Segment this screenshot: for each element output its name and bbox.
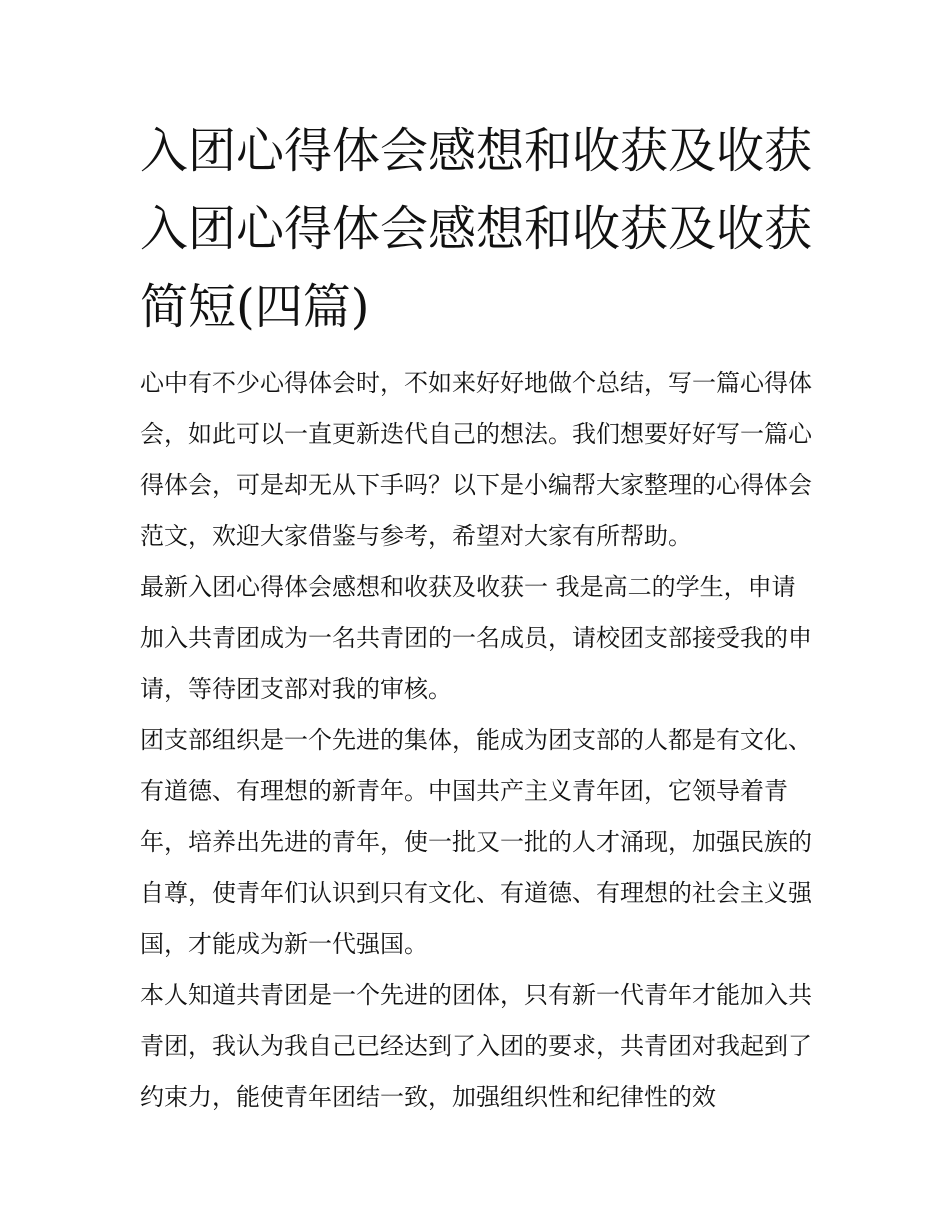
- paragraph-one: 最新入团心得体会感想和收获及收获一 我是高二的学生，申请加入共青团成为一名共青团的一名成员，请校团支部接受我的申请，等待团支部对我的审核。: [140, 573, 812, 703]
- paragraph-intro: 心中有不少心得体会时，不如来好好地做个总结，写一篇心得体会，如此可以一直更新迭代自己的想法。我们想要好好写一篇心得体会，可是却无从下手吗？以下是小编帮大家整理的心得体会范文，欢迎大家借鉴与参考，希望对大家有所帮助。: [140, 369, 812, 550]
- document-title: 入团心得体会感想和收获及收获 入团心得体会感想和收获及收获简短(四篇): [140, 123, 813, 335]
- paragraph-three: 本人知道共青团是一个先进的团体，只有新一代青年才能加入共青团，我认为我自己已经达到了入团的要求，共青团对我起到了约束力，能使青年团结一致，加强组织性和纪律性的效: [140, 981, 812, 1111]
- document-page: [140, 112, 812, 1123]
- paragraph-two: 团支部组织是一个先进的集体，能成为团支部的人都是有文化、有道德、有理想的新青年。中国共产主义青年团，它领导着青年，培养出先进的青年，使一批又一批的人才涌现，加强民族的自尊，使青年们认识到只有文化、有道德、有理想的社会主义强国，才能成为新一代强国。: [140, 726, 812, 958]
